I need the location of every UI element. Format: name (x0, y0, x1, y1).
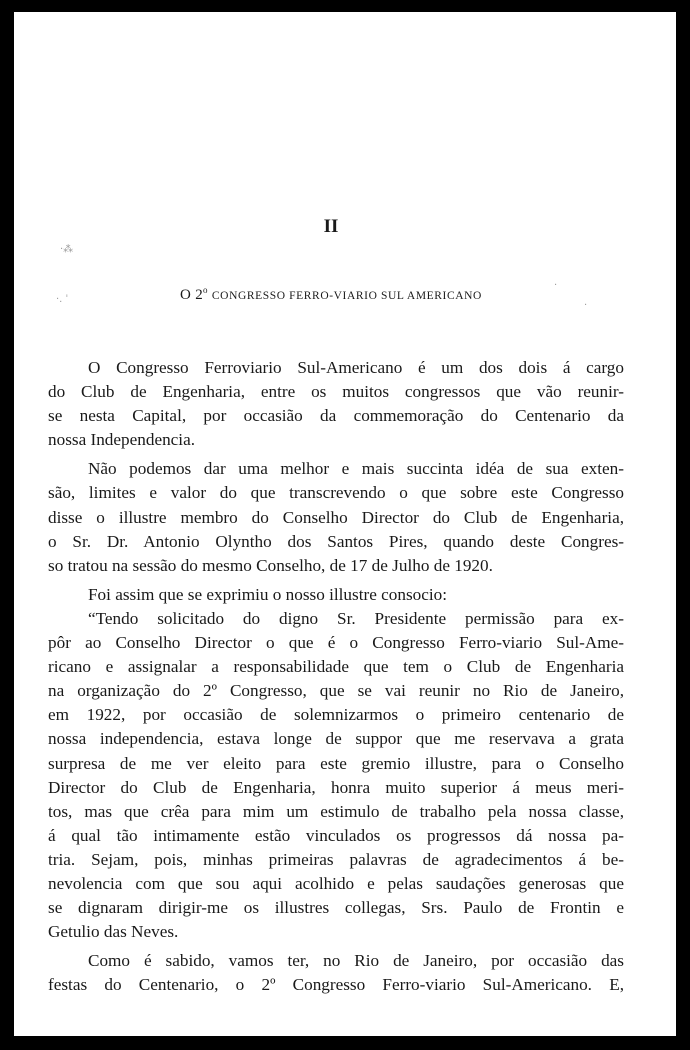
text-line: se nesta Capital, por occasião da commemoração do Centenario da (48, 406, 624, 426)
text-line: surpresa de me ver eleito para este gremio illustre, para o Conselho (48, 753, 624, 773)
paragraph (48, 356, 624, 452)
text-line: se dignaram dirigir-me os illustres collegas, Srs. Paulo de Frontin e (48, 898, 624, 918)
text-line: pôr ao Conselho Director o que é o Congresso Ferro-viario Sul-Ame- (48, 633, 624, 653)
scan-speck: ·. ˈ (56, 294, 69, 305)
paragraph (48, 457, 624, 577)
text-line: disse o illustre membro do Conselho Director do Club de Engenharia, (48, 507, 624, 527)
text-line: na organização do 2º Congresso, que se vai reunir no Rio de Janeiro, (48, 681, 624, 701)
text-line: ricano e assignalar a responsabilidade que tem o Club de Engenharia (48, 657, 624, 677)
text-line: nossa independencia, estava longe de suppor que me reservava a grata (48, 729, 624, 749)
body-text (48, 356, 624, 1002)
text-line: á qual tão intimamente estão vinculados os progressos dá nossa pa- (48, 825, 624, 845)
text-line: Director do Club de Engenharia, honra muito superior á meus meri- (48, 777, 624, 797)
chapter-number: II (323, 216, 339, 237)
text-line: são, limites e valor do que transcrevendo o que sobre este Congresso (48, 483, 624, 503)
text-line: nevolencia com que sou aqui acolhido e pelas saudações generosas que (48, 873, 624, 893)
paragraph (48, 607, 624, 944)
text-line: Não podemos dar uma melhor e mais succinta idéa de sua exten- (88, 459, 624, 479)
paragraph (48, 583, 624, 607)
text-line: Como é sabido, vamos ter, no Rio de Janeiro, por occasião das (88, 951, 624, 971)
paragraph (48, 949, 624, 997)
section-title (0, 285, 676, 304)
title-ordinal: o (203, 285, 208, 295)
scan-speck: · (584, 300, 588, 311)
scan-speck: ·⁂ (60, 244, 74, 255)
text-line: Foi assim que se exprimiu o nosso illustre consocio: (88, 584, 447, 604)
text-line: em 1922, por occasião de solemnizarmos o primeiro centenario de (48, 705, 624, 725)
text-line: o Sr. Dr. Antonio Olyntho dos Santos Pires, quando deste Congres- (48, 531, 624, 551)
text-line: “Tendo solicitado do digno Sr. Presidente permissão para ex- (88, 608, 624, 628)
text-line: do Club de Engenharia, entre os muitos congressos que vão reunir- (48, 382, 624, 402)
text-line: festas do Centenario, o 2º Congresso Ferro-viario Sul-Americano. E, (48, 975, 624, 995)
text-line: tos, mas que crêa para mim um estimulo de trabalho pela nossa classe, (48, 801, 624, 821)
text-line: O Congresso Ferroviario Sul-Americano é um dos dois á cargo (88, 358, 624, 377)
text-line: tria. Sejam, pois, minhas primeiras palavras de agradecimentos á be- (48, 849, 624, 869)
text-line: Getulio das Neves. (48, 922, 179, 942)
title-text: CONGRESSO FERRO-VIARIO SUL AMERICANO (211, 290, 482, 302)
text-line: nossa Independencia. (48, 430, 195, 450)
text-line: so tratou na sessão do mesmo Conselho, de 17 de Julho de 1920. (48, 555, 493, 575)
title-prefix: O 2 (180, 287, 204, 303)
scan-speck: · (554, 280, 558, 291)
